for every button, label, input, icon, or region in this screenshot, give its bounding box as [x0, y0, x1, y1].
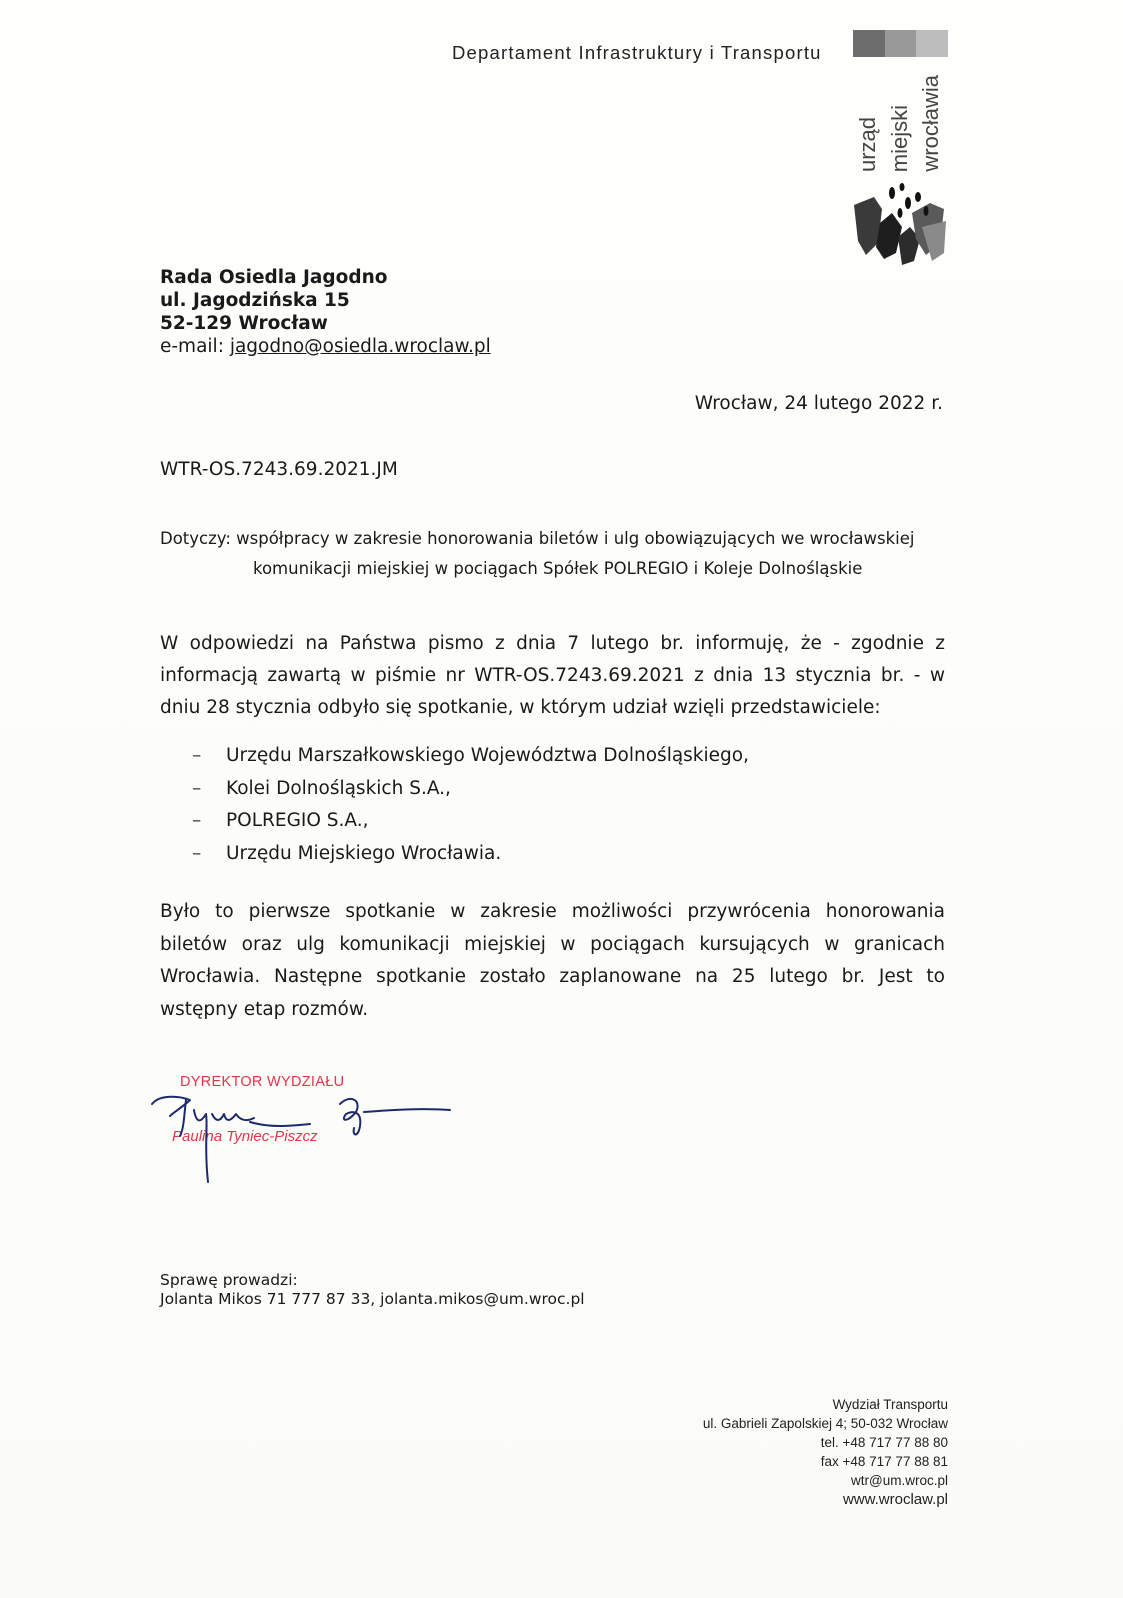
list-item: [192, 773, 749, 806]
list-item: [192, 805, 749, 838]
letter-body-paragraph-1: [160, 628, 945, 724]
recipient-street: ul. Jagodzińska 15: [160, 290, 350, 311]
handwritten-signature: [150, 1066, 470, 1186]
list-item-text: Urzędu Marszałkowskiego Województwa Dolnośląskiego,: [226, 745, 749, 766]
footer-fax: fax +48 717 77 88 81: [820, 1454, 948, 1469]
signature-stamp: [150, 1066, 470, 1186]
footer-website[interactable]: www.wroclaw.pl: [842, 1491, 948, 1508]
stamp-name: Paulina Tyniec-Piszcz: [172, 1128, 318, 1145]
list-item-text: POLREGIO S.A.,: [226, 810, 369, 831]
letter-body-paragraph-2: [160, 896, 945, 1026]
city-emblem-icon: [852, 183, 948, 268]
paragraph-2: Było to pierwsze spotkanie w zakresie możliwości przywrócenia honorowania biletów oraz ulg komunikacji miejskiej w pociągach kursujących w granicach Wrocławia. Następne spotkanie zostało zaplanowane na 25 lutego br. Jest to wstępny etap rozmów.: [160, 901, 945, 1020]
recipient-name: Rada Osiedla Jagodno: [160, 267, 388, 288]
list-item-text: Urzędu Miejskiego Wrocławia.: [226, 842, 502, 864]
footer-tel: tel. +48 717 77 88 80: [820, 1435, 948, 1450]
logo-bar-light: [916, 30, 948, 57]
recipient-city: 52-129 Wrocław: [160, 313, 328, 334]
footer-unit: Wydział Transportu: [832, 1397, 948, 1412]
logo-line-3: wrocławia: [918, 75, 943, 172]
list-dash: –: [192, 777, 202, 799]
list-dash: –: [192, 810, 202, 831]
email-label: e-mail:: [160, 336, 230, 357]
list-item: [192, 740, 749, 773]
logo-color-bars: [853, 30, 948, 57]
subject-line-1: Dotyczy: współpracy w zakresie honorowania biletów i ulg obowiązujących we wrocławskiej: [160, 529, 915, 548]
reference-number: WTR-OS.7243.69.2021.JM: [160, 459, 398, 480]
department-name: Departament Infrastruktury i Transportu: [452, 42, 822, 63]
participants-list: [192, 740, 749, 870]
logo-bar-medium: [885, 30, 917, 57]
letter-date: Wrocław, 24 lutego 2022 r.: [694, 393, 943, 414]
handler-contact: Jolanta Mikos 71 777 87 33, jolanta.mikos@um.wroc.pl: [160, 1290, 585, 1308]
list-item: [192, 838, 749, 871]
footer-email[interactable]: wtr@um.wroc.pl: [851, 1473, 948, 1488]
recipient-address: [160, 266, 491, 358]
list-dash: –: [192, 745, 202, 766]
city-office-logo: [853, 62, 948, 172]
logo-bar-dark: [853, 30, 885, 57]
list-dash: –: [192, 842, 202, 864]
handler-label: Sprawę prowadzi:: [160, 1271, 298, 1289]
footer-address: ul. Gabrieli Zapolskiej 4; 50-032 Wrocław: [702, 1416, 948, 1431]
list-item-text: Kolei Dolnośląskich S.A.,: [226, 777, 451, 799]
stamp-title: DYREKTOR WYDZIAŁU: [180, 1074, 345, 1090]
subject-line-2: komunikacji miejskiej w pociągach Spółek POLREGIO i Koleje Dolnośląskie: [253, 559, 863, 578]
letter-footer: [703, 1395, 948, 1509]
letter-subject: [160, 524, 945, 584]
logo-line-1: urząd: [855, 116, 880, 172]
paragraph-1: W odpowiedzi na Państwa pismo z dnia 7 lutego br. informuję, że - zgodnie z informacją zawartą w piśmie nr WTR-OS.7243.69.2021 z dnia 13 stycznia br. - w dniu 28 stycznia odbyło się spotkanie, w którym udział wzięli przedstawiciele:: [160, 633, 945, 718]
case-handler: [160, 1271, 585, 1309]
recipient-email-link[interactable]: jagodno@osiedla.wroclaw.pl: [229, 336, 491, 357]
logo-line-2: miejski: [887, 104, 912, 172]
recipient-email-line: [160, 335, 491, 358]
